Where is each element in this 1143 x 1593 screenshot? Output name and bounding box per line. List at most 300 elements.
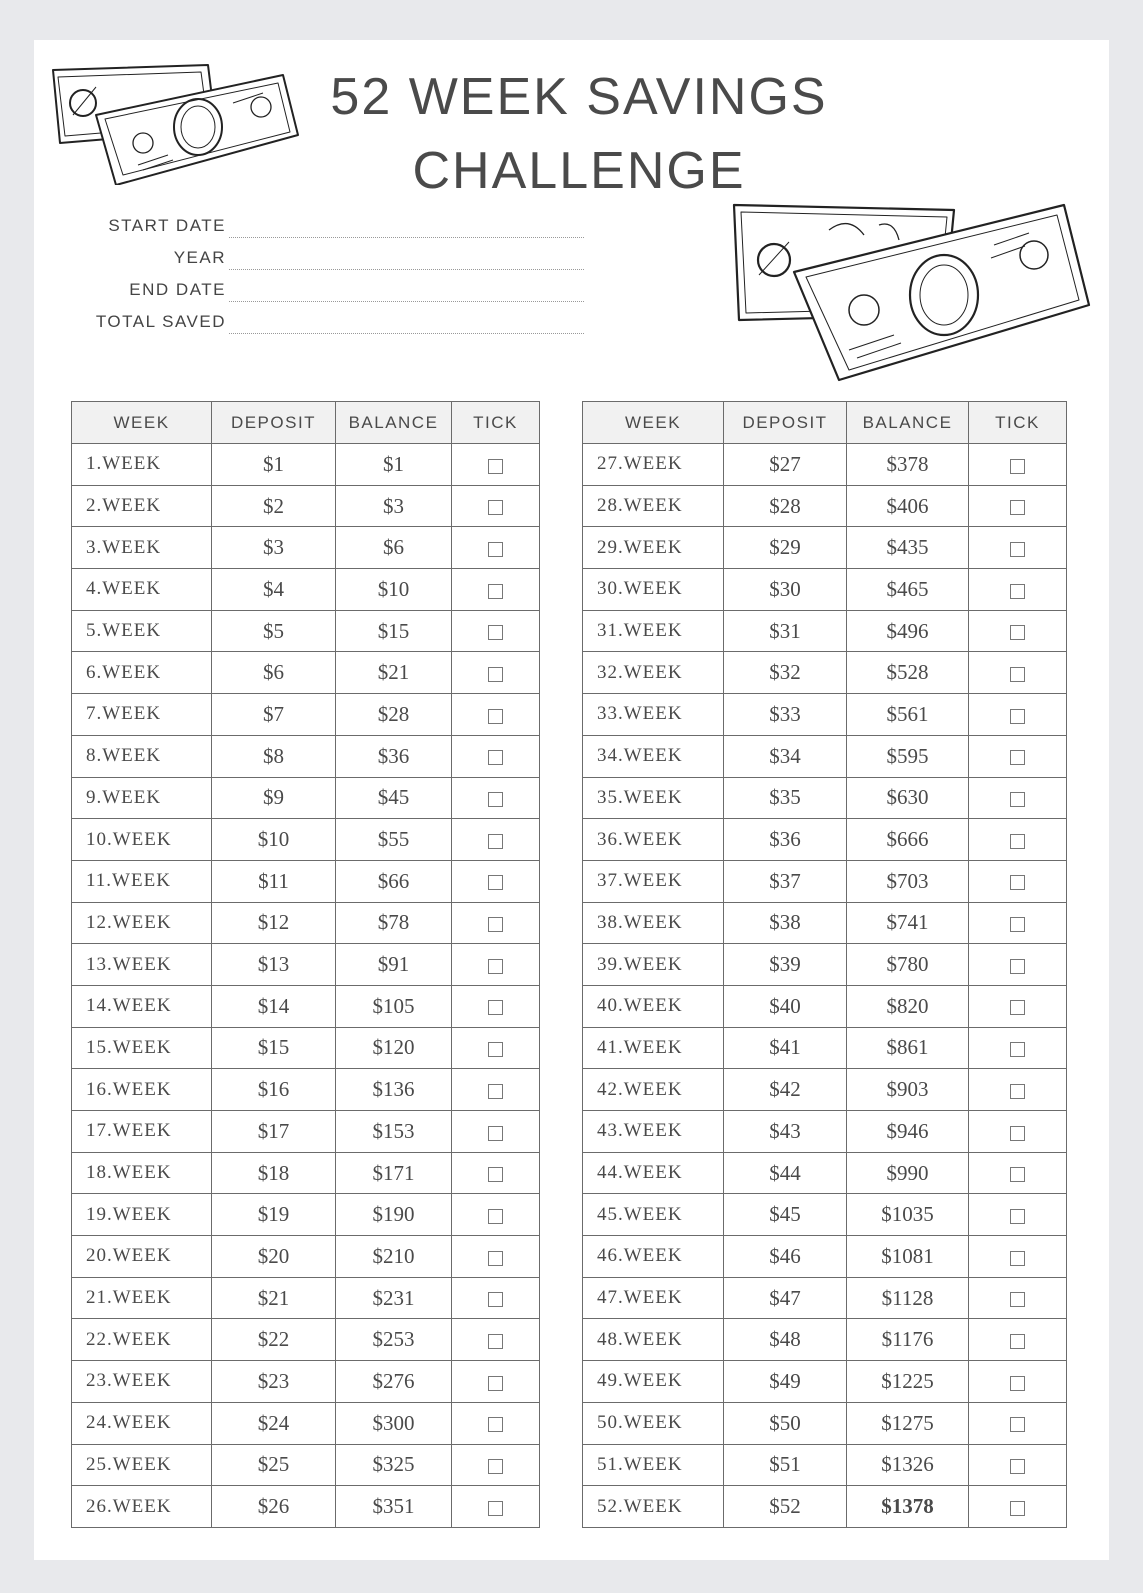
table-row xyxy=(583,1444,1067,1486)
balance-cell: $465 xyxy=(847,569,969,611)
balance-cell: $1275 xyxy=(847,1402,969,1444)
week-cell: 47.WEEK xyxy=(583,1277,724,1319)
table-row xyxy=(583,485,1067,527)
balance-cell: $820 xyxy=(847,985,969,1027)
deposit-cell: $18 xyxy=(212,1152,336,1194)
balance-cell: $561 xyxy=(847,694,969,736)
table-row xyxy=(72,819,540,861)
checkbox-icon[interactable] xyxy=(1010,1417,1025,1432)
balance-cell: $378 xyxy=(847,444,969,486)
week-cell: 5.WEEK xyxy=(72,610,212,652)
balance-cell: $28 xyxy=(336,694,452,736)
week-cell: 46.WEEK xyxy=(583,1236,724,1278)
start-date-line[interactable] xyxy=(229,237,584,238)
checkbox-icon[interactable] xyxy=(488,959,503,974)
table-row xyxy=(72,1027,540,1069)
checkbox-icon[interactable] xyxy=(488,792,503,807)
week-cell: 45.WEEK xyxy=(583,1194,724,1236)
week-cell: 48.WEEK xyxy=(583,1319,724,1361)
deposit-cell: $1 xyxy=(212,444,336,486)
deposit-cell: $14 xyxy=(212,985,336,1027)
table-row xyxy=(583,1111,1067,1153)
tick-cell xyxy=(969,527,1067,569)
checkbox-icon[interactable] xyxy=(1010,667,1025,682)
checkbox-icon[interactable] xyxy=(488,1417,503,1432)
checkbox-icon[interactable] xyxy=(488,542,503,557)
checkbox-icon[interactable] xyxy=(488,500,503,515)
balance-cell: $630 xyxy=(847,777,969,819)
week-cell: 49.WEEK xyxy=(583,1361,724,1403)
tick-cell xyxy=(452,444,540,486)
balance-cell: $15 xyxy=(336,610,452,652)
week-cell: 35.WEEK xyxy=(583,777,724,819)
tick-cell xyxy=(969,1194,1067,1236)
checkbox-icon[interactable] xyxy=(1010,1000,1025,1015)
total-saved-field[interactable] xyxy=(54,304,584,336)
balance-cell: $496 xyxy=(847,610,969,652)
table-row xyxy=(72,694,540,736)
deposit-cell: $16 xyxy=(212,1069,336,1111)
week-cell: 7.WEEK xyxy=(72,694,212,736)
table-row xyxy=(583,944,1067,986)
week-cell: 31.WEEK xyxy=(583,610,724,652)
table-row xyxy=(72,902,540,944)
table-row xyxy=(72,1402,540,1444)
col-week: WEEK xyxy=(583,402,724,444)
tick-cell xyxy=(452,1444,540,1486)
checkbox-icon[interactable] xyxy=(1010,709,1025,724)
tick-cell xyxy=(969,485,1067,527)
col-balance: BALANCE xyxy=(336,402,452,444)
deposit-cell: $44 xyxy=(724,1152,847,1194)
deposit-cell: $4 xyxy=(212,569,336,611)
checkbox-icon[interactable] xyxy=(1010,959,1025,974)
balance-cell: $990 xyxy=(847,1152,969,1194)
balance-cell: $78 xyxy=(336,902,452,944)
checkbox-icon[interactable] xyxy=(488,1042,503,1057)
table-row xyxy=(583,1069,1067,1111)
end-date-field[interactable] xyxy=(54,272,584,304)
week-cell: 16.WEEK xyxy=(72,1069,212,1111)
tick-cell xyxy=(452,860,540,902)
tick-cell xyxy=(452,694,540,736)
tick-cell xyxy=(452,1069,540,1111)
deposit-cell: $37 xyxy=(724,860,847,902)
col-tick: TICK xyxy=(969,402,1067,444)
tick-cell xyxy=(452,902,540,944)
balance-cell: $120 xyxy=(336,1027,452,1069)
week-cell: 51.WEEK xyxy=(583,1444,724,1486)
end-date-label: END DATE xyxy=(129,280,226,299)
year-line[interactable] xyxy=(229,269,584,270)
savings-sheet xyxy=(34,40,1109,1560)
deposit-cell: $45 xyxy=(724,1194,847,1236)
deposit-cell: $30 xyxy=(724,569,847,611)
table-row xyxy=(72,1444,540,1486)
balance-cell: $136 xyxy=(336,1069,452,1111)
checkbox-icon[interactable] xyxy=(488,1292,503,1307)
checkbox-icon[interactable] xyxy=(488,917,503,932)
checkbox-icon[interactable] xyxy=(1010,1334,1025,1349)
deposit-cell: $21 xyxy=(212,1277,336,1319)
tick-cell xyxy=(452,1194,540,1236)
table-row xyxy=(72,1194,540,1236)
table-row xyxy=(72,569,540,611)
table-row xyxy=(72,944,540,986)
checkbox-icon[interactable] xyxy=(1010,917,1025,932)
week-cell: 25.WEEK xyxy=(72,1444,212,1486)
tick-cell xyxy=(452,1319,540,1361)
checkbox-icon[interactable] xyxy=(1010,542,1025,557)
checkbox-icon[interactable] xyxy=(1010,1167,1025,1182)
checkbox-icon[interactable] xyxy=(1010,834,1025,849)
balance-cell: $66 xyxy=(336,860,452,902)
deposit-cell: $39 xyxy=(724,944,847,986)
checkbox-icon[interactable] xyxy=(488,1334,503,1349)
table-row xyxy=(583,652,1067,694)
table-row xyxy=(583,1361,1067,1403)
tick-cell xyxy=(452,735,540,777)
tick-cell xyxy=(452,1152,540,1194)
week-cell: 27.WEEK xyxy=(583,444,724,486)
tick-cell xyxy=(969,1444,1067,1486)
balance-cell: $703 xyxy=(847,860,969,902)
checkbox-icon[interactable] xyxy=(1010,625,1025,640)
deposit-cell: $10 xyxy=(212,819,336,861)
table-row xyxy=(583,819,1067,861)
table-row xyxy=(583,1236,1067,1278)
tick-cell xyxy=(969,1152,1067,1194)
table-row xyxy=(583,694,1067,736)
week-cell: 26.WEEK xyxy=(72,1486,212,1528)
tick-cell xyxy=(969,610,1067,652)
tick-cell xyxy=(969,1319,1067,1361)
table-header xyxy=(583,402,1067,444)
table-row xyxy=(72,777,540,819)
deposit-cell: $43 xyxy=(724,1111,847,1153)
checkbox-icon[interactable] xyxy=(1010,1042,1025,1057)
balance-cell: $903 xyxy=(847,1069,969,1111)
week-cell: 41.WEEK xyxy=(583,1027,724,1069)
week-cell: 14.WEEK xyxy=(72,985,212,1027)
end-date-line[interactable] xyxy=(229,301,584,302)
week-cell: 12.WEEK xyxy=(72,902,212,944)
balance-cell: $1225 xyxy=(847,1361,969,1403)
balance-cell: $253 xyxy=(336,1319,452,1361)
table-row xyxy=(583,610,1067,652)
tick-cell xyxy=(969,444,1067,486)
balance-cell: $435 xyxy=(847,527,969,569)
checkbox-icon[interactable] xyxy=(488,709,503,724)
title-line-1: 52 WEEK SAVINGS xyxy=(330,68,828,126)
deposit-cell: $49 xyxy=(724,1361,847,1403)
checkbox-icon[interactable] xyxy=(1010,584,1025,599)
week-cell: 6.WEEK xyxy=(72,652,212,694)
week-cell: 4.WEEK xyxy=(72,569,212,611)
checkbox-icon[interactable] xyxy=(1010,1459,1025,1474)
checkbox-icon[interactable] xyxy=(488,667,503,682)
tick-cell xyxy=(969,819,1067,861)
col-week: WEEK xyxy=(72,402,212,444)
tick-cell xyxy=(969,1402,1067,1444)
table-row xyxy=(583,1277,1067,1319)
tick-cell xyxy=(969,1236,1067,1278)
checkbox-icon[interactable] xyxy=(488,584,503,599)
table-row xyxy=(583,902,1067,944)
week-cell: 29.WEEK xyxy=(583,527,724,569)
tick-cell xyxy=(969,569,1067,611)
deposit-cell: $38 xyxy=(724,902,847,944)
checkbox-icon[interactable] xyxy=(1010,500,1025,515)
checkbox-icon[interactable] xyxy=(1010,1126,1025,1141)
balance-cell: $406 xyxy=(847,485,969,527)
deposit-cell: $19 xyxy=(212,1194,336,1236)
balance-cell: $351 xyxy=(336,1486,452,1528)
table-row xyxy=(72,1152,540,1194)
week-cell: 13.WEEK xyxy=(72,944,212,986)
cash-bills-icon xyxy=(48,55,303,185)
deposit-cell: $5 xyxy=(212,610,336,652)
deposit-cell: $17 xyxy=(212,1111,336,1153)
deposit-cell: $48 xyxy=(724,1319,847,1361)
tick-cell xyxy=(452,527,540,569)
week-cell: 19.WEEK xyxy=(72,1194,212,1236)
tick-cell xyxy=(452,944,540,986)
week-cell: 36.WEEK xyxy=(583,819,724,861)
balance-cell: $595 xyxy=(847,735,969,777)
tick-cell xyxy=(452,652,540,694)
deposit-cell: $41 xyxy=(724,1027,847,1069)
year-field[interactable] xyxy=(54,240,584,272)
table-row xyxy=(583,1194,1067,1236)
week-cell: 17.WEEK xyxy=(72,1111,212,1153)
deposit-cell: $47 xyxy=(724,1277,847,1319)
table-row xyxy=(583,569,1067,611)
week-cell: 50.WEEK xyxy=(583,1402,724,1444)
checkbox-icon[interactable] xyxy=(488,1126,503,1141)
tick-cell xyxy=(452,1277,540,1319)
col-deposit: DEPOSIT xyxy=(724,402,847,444)
tick-cell xyxy=(452,819,540,861)
deposit-cell: $13 xyxy=(212,944,336,986)
tick-cell xyxy=(452,1402,540,1444)
checkbox-icon[interactable] xyxy=(488,834,503,849)
tick-cell xyxy=(969,1069,1067,1111)
deposit-cell: $7 xyxy=(212,694,336,736)
checkbox-icon[interactable] xyxy=(1010,1292,1025,1307)
checkbox-icon[interactable] xyxy=(488,1376,503,1391)
week-cell: 22.WEEK xyxy=(72,1319,212,1361)
balance-cell: $1378 xyxy=(847,1486,969,1528)
tick-cell xyxy=(969,1486,1067,1528)
week-cell: 24.WEEK xyxy=(72,1402,212,1444)
tick-cell xyxy=(969,860,1067,902)
checkbox-icon[interactable] xyxy=(488,1501,503,1516)
table-row xyxy=(72,860,540,902)
balance-cell: $21 xyxy=(336,652,452,694)
tick-cell xyxy=(452,1111,540,1153)
deposit-cell: $46 xyxy=(724,1236,847,1278)
checkbox-icon[interactable] xyxy=(1010,459,1025,474)
balance-cell: $1035 xyxy=(847,1194,969,1236)
tick-cell xyxy=(969,944,1067,986)
week-cell: 3.WEEK xyxy=(72,527,212,569)
table-row xyxy=(583,1402,1067,1444)
tick-cell xyxy=(969,777,1067,819)
checkbox-icon[interactable] xyxy=(488,625,503,640)
start-date-label: START DATE xyxy=(108,216,226,235)
deposit-cell: $2 xyxy=(212,485,336,527)
tick-cell xyxy=(452,485,540,527)
deposit-cell: $26 xyxy=(212,1486,336,1528)
deposit-cell: $3 xyxy=(212,527,336,569)
total-saved-label: TOTAL SAVED xyxy=(95,312,226,331)
week-cell: 8.WEEK xyxy=(72,735,212,777)
table-row xyxy=(583,527,1067,569)
table-row xyxy=(583,1319,1067,1361)
balance-cell: $210 xyxy=(336,1236,452,1278)
balance-cell: $1176 xyxy=(847,1319,969,1361)
week-cell: 33.WEEK xyxy=(583,694,724,736)
balance-cell: $780 xyxy=(847,944,969,986)
checkbox-icon[interactable] xyxy=(488,875,503,890)
checkbox-icon[interactable] xyxy=(1010,1501,1025,1516)
table-row xyxy=(72,735,540,777)
info-fields xyxy=(54,208,584,336)
balance-cell: $666 xyxy=(847,819,969,861)
balance-cell: $153 xyxy=(336,1111,452,1153)
balance-cell: $276 xyxy=(336,1361,452,1403)
title-line-2: CHALLENGE xyxy=(412,142,746,200)
balance-cell: $325 xyxy=(336,1444,452,1486)
total-saved-line[interactable] xyxy=(229,333,584,334)
tick-cell xyxy=(452,1236,540,1278)
table-row xyxy=(583,1027,1067,1069)
table-row xyxy=(583,735,1067,777)
deposit-cell: $50 xyxy=(724,1402,847,1444)
table-row xyxy=(72,444,540,486)
table-row xyxy=(72,985,540,1027)
tick-cell xyxy=(452,1361,540,1403)
checkbox-icon[interactable] xyxy=(488,1084,503,1099)
table-row xyxy=(583,777,1067,819)
balance-cell: $946 xyxy=(847,1111,969,1153)
week-cell: 2.WEEK xyxy=(72,485,212,527)
col-balance: BALANCE xyxy=(847,402,969,444)
table-row xyxy=(583,985,1067,1027)
checkbox-icon[interactable] xyxy=(1010,792,1025,807)
tick-cell xyxy=(452,1486,540,1528)
table-row xyxy=(72,1236,540,1278)
tick-cell xyxy=(969,652,1067,694)
tick-cell xyxy=(969,735,1067,777)
tick-cell xyxy=(969,1111,1067,1153)
table-row xyxy=(72,610,540,652)
checkbox-icon[interactable] xyxy=(488,1167,503,1182)
checkbox-icon[interactable] xyxy=(1010,875,1025,890)
deposit-cell: $9 xyxy=(212,777,336,819)
tick-cell xyxy=(452,1027,540,1069)
checkbox-icon[interactable] xyxy=(488,750,503,765)
deposit-cell: $34 xyxy=(724,735,847,777)
deposit-cell: $33 xyxy=(724,694,847,736)
deposit-cell: $11 xyxy=(212,860,336,902)
page-title xyxy=(309,60,849,208)
weeks-table-right xyxy=(582,401,1067,1528)
balance-cell: $741 xyxy=(847,902,969,944)
balance-cell: $171 xyxy=(336,1152,452,1194)
balance-cell: $1 xyxy=(336,444,452,486)
deposit-cell: $27 xyxy=(724,444,847,486)
week-cell: 52.WEEK xyxy=(583,1486,724,1528)
table-row xyxy=(72,527,540,569)
table-row xyxy=(72,1277,540,1319)
balance-cell: $105 xyxy=(336,985,452,1027)
balance-cell: $1081 xyxy=(847,1236,969,1278)
tick-cell xyxy=(452,569,540,611)
checkbox-icon[interactable] xyxy=(1010,1209,1025,1224)
week-cell: 20.WEEK xyxy=(72,1236,212,1278)
tick-cell xyxy=(452,777,540,819)
checkbox-icon[interactable] xyxy=(1010,1376,1025,1391)
checkbox-icon[interactable] xyxy=(1010,1084,1025,1099)
deposit-cell: $29 xyxy=(724,527,847,569)
deposit-cell: $52 xyxy=(724,1486,847,1528)
balance-cell: $6 xyxy=(336,527,452,569)
weeks-table-left xyxy=(71,401,540,1528)
table-row xyxy=(72,485,540,527)
checkbox-icon[interactable] xyxy=(488,1251,503,1266)
week-cell: 40.WEEK xyxy=(583,985,724,1027)
table-row xyxy=(72,1111,540,1153)
deposit-cell: $40 xyxy=(724,985,847,1027)
week-cell: 18.WEEK xyxy=(72,1152,212,1194)
deposit-cell: $31 xyxy=(724,610,847,652)
checkbox-icon[interactable] xyxy=(488,1209,503,1224)
deposit-cell: $24 xyxy=(212,1402,336,1444)
tick-cell xyxy=(969,985,1067,1027)
deposit-cell: $25 xyxy=(212,1444,336,1486)
table-row xyxy=(72,1361,540,1403)
week-cell: 28.WEEK xyxy=(583,485,724,527)
balance-cell: $528 xyxy=(847,652,969,694)
week-cell: 23.WEEK xyxy=(72,1361,212,1403)
checkbox-icon[interactable] xyxy=(488,1459,503,1474)
start-date-field[interactable] xyxy=(54,208,584,240)
year-label: YEAR xyxy=(173,248,226,267)
checkbox-icon[interactable] xyxy=(1010,750,1025,765)
table-row xyxy=(72,1486,540,1528)
tick-cell xyxy=(969,1361,1067,1403)
checkbox-icon[interactable] xyxy=(1010,1251,1025,1266)
week-cell: 34.WEEK xyxy=(583,735,724,777)
week-cell: 21.WEEK xyxy=(72,1277,212,1319)
balance-cell: $300 xyxy=(336,1402,452,1444)
week-cell: 38.WEEK xyxy=(583,902,724,944)
week-cell: 11.WEEK xyxy=(72,860,212,902)
col-tick: TICK xyxy=(452,402,540,444)
deposit-cell: $35 xyxy=(724,777,847,819)
week-cell: 39.WEEK xyxy=(583,944,724,986)
deposit-cell: $20 xyxy=(212,1236,336,1278)
balance-cell: $10 xyxy=(336,569,452,611)
checkbox-icon[interactable] xyxy=(488,1000,503,1015)
table-row xyxy=(583,1152,1067,1194)
balance-cell: $190 xyxy=(336,1194,452,1236)
checkbox-icon[interactable] xyxy=(488,459,503,474)
table-row xyxy=(72,652,540,694)
deposit-cell: $23 xyxy=(212,1361,336,1403)
